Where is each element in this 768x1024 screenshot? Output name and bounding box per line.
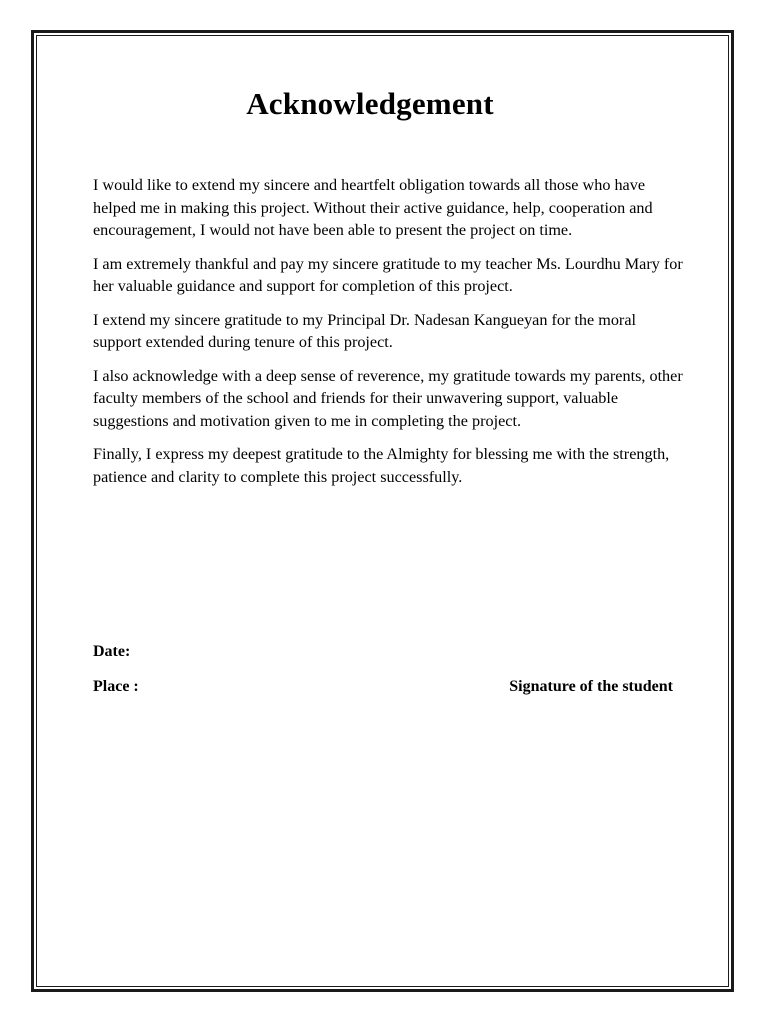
signature-label: Signature of the student — [509, 678, 673, 695]
acknowledgement-body — [93, 174, 683, 499]
paragraph-family: I also acknowledge with a deep sense of reverence, my gratitude towards my parents, other faculty members of the school and friends for their unwavering support, valuable suggestions and motivation given to me in completing the project. — [93, 366, 683, 430]
paragraph-intro: I would like to extend my sincere and heartfelt obligation towards all those who have helped me in making this project. Without their active guidance, help, cooperation and encouragement, I would not have been able to present the project on time. — [93, 176, 653, 239]
page-title: Acknowledgement — [246, 86, 494, 121]
paragraph-principal: I extend my sincere gratitude to my Principal Dr. Nadesan Kangueyan for the moral support extended during tenure of this project. — [93, 310, 637, 351]
date-label: Date: — [93, 643, 131, 660]
paragraph-closing: Finally, I express my deepest gratitude to the Almighty for blessing me with the strength, patience and clarity to complete this project successfully. — [93, 445, 670, 486]
paragraph-teacher: I am extremely thankful and pay my sincere gratitude to my teacher Ms. Lourdhu Mary for her valuable guidance and support for completion of this project. — [93, 254, 683, 295]
place-label: Place : — [93, 678, 139, 695]
